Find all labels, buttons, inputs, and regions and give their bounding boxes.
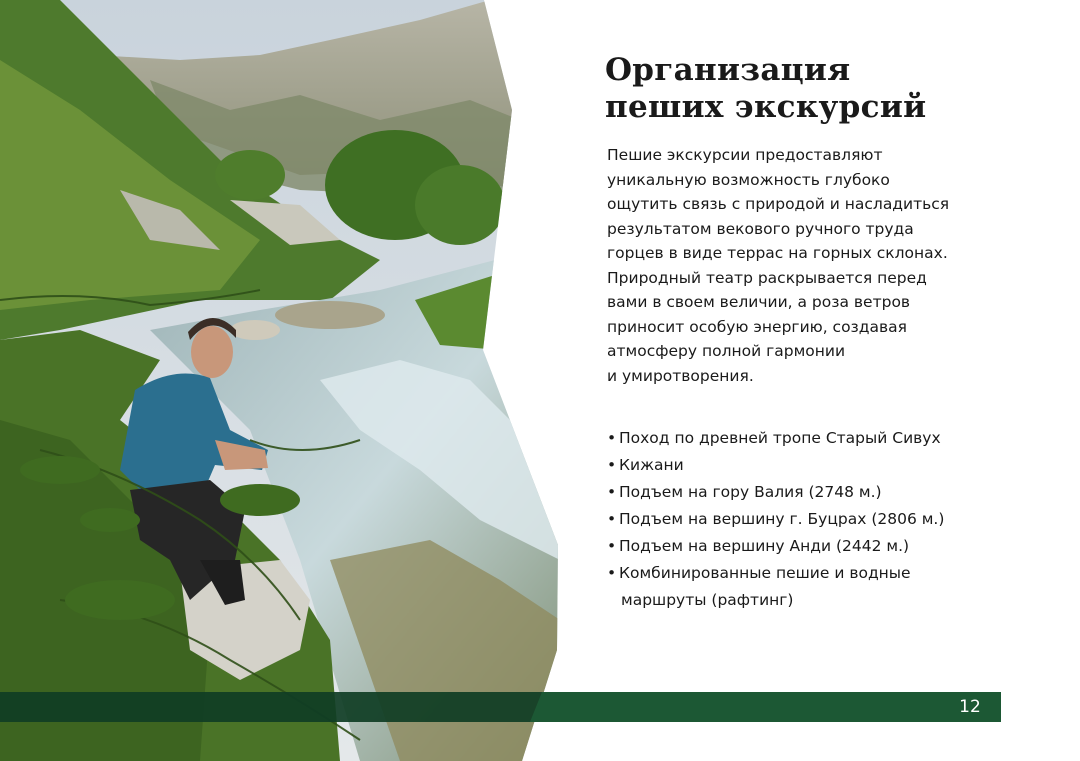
list-item: • Подъем на гору Валия (2748 м.) xyxy=(607,479,1027,506)
excursion-list xyxy=(607,425,1027,614)
intro-paragraph xyxy=(607,143,1027,388)
page-number: 12 xyxy=(959,697,981,717)
paragraph-line: Пешие экскурсии предоставляют xyxy=(607,146,883,164)
list-item: • Кижани xyxy=(607,452,1027,479)
title-line-2: пеших экскурсий xyxy=(605,89,927,125)
paragraph-line: атмосферу полной гармонии xyxy=(607,342,846,360)
list-item-continuation: маршруты (рафтинг) xyxy=(621,591,794,609)
list-item-text: Комбинированные пешие и водные xyxy=(619,564,911,582)
paragraph-line: и умиротворения. xyxy=(607,366,754,385)
footer-bar-green xyxy=(530,692,1001,722)
list-item: • Поход по древней тропе Старый Сивух xyxy=(607,425,1027,452)
paragraph-line: вами в своем величии, а роза ветров xyxy=(607,293,911,311)
list-item xyxy=(607,560,1027,614)
list-item: • Подъем на вершину Анди (2442 м.) xyxy=(607,533,1027,560)
page-title xyxy=(605,52,1045,126)
paragraph-line: горцев в виде террас на горных склонах. xyxy=(607,244,948,262)
paragraph-line: ощутить связь с природой и насладиться xyxy=(607,195,950,213)
title-line-1: Организация xyxy=(605,52,851,88)
paragraph-line: приносит особую энергию, создавая xyxy=(607,317,907,336)
paragraph-line: Природный театр раскрывается перед xyxy=(607,268,927,287)
paragraph-line: результатом векового ручного труда xyxy=(607,219,914,238)
list-item: • Подъем на вершину г. Буцрах (2806 м.) xyxy=(607,506,1027,533)
footer-bar-dark xyxy=(0,692,560,722)
paragraph-line: уникальную возможность глубоко xyxy=(607,170,890,189)
